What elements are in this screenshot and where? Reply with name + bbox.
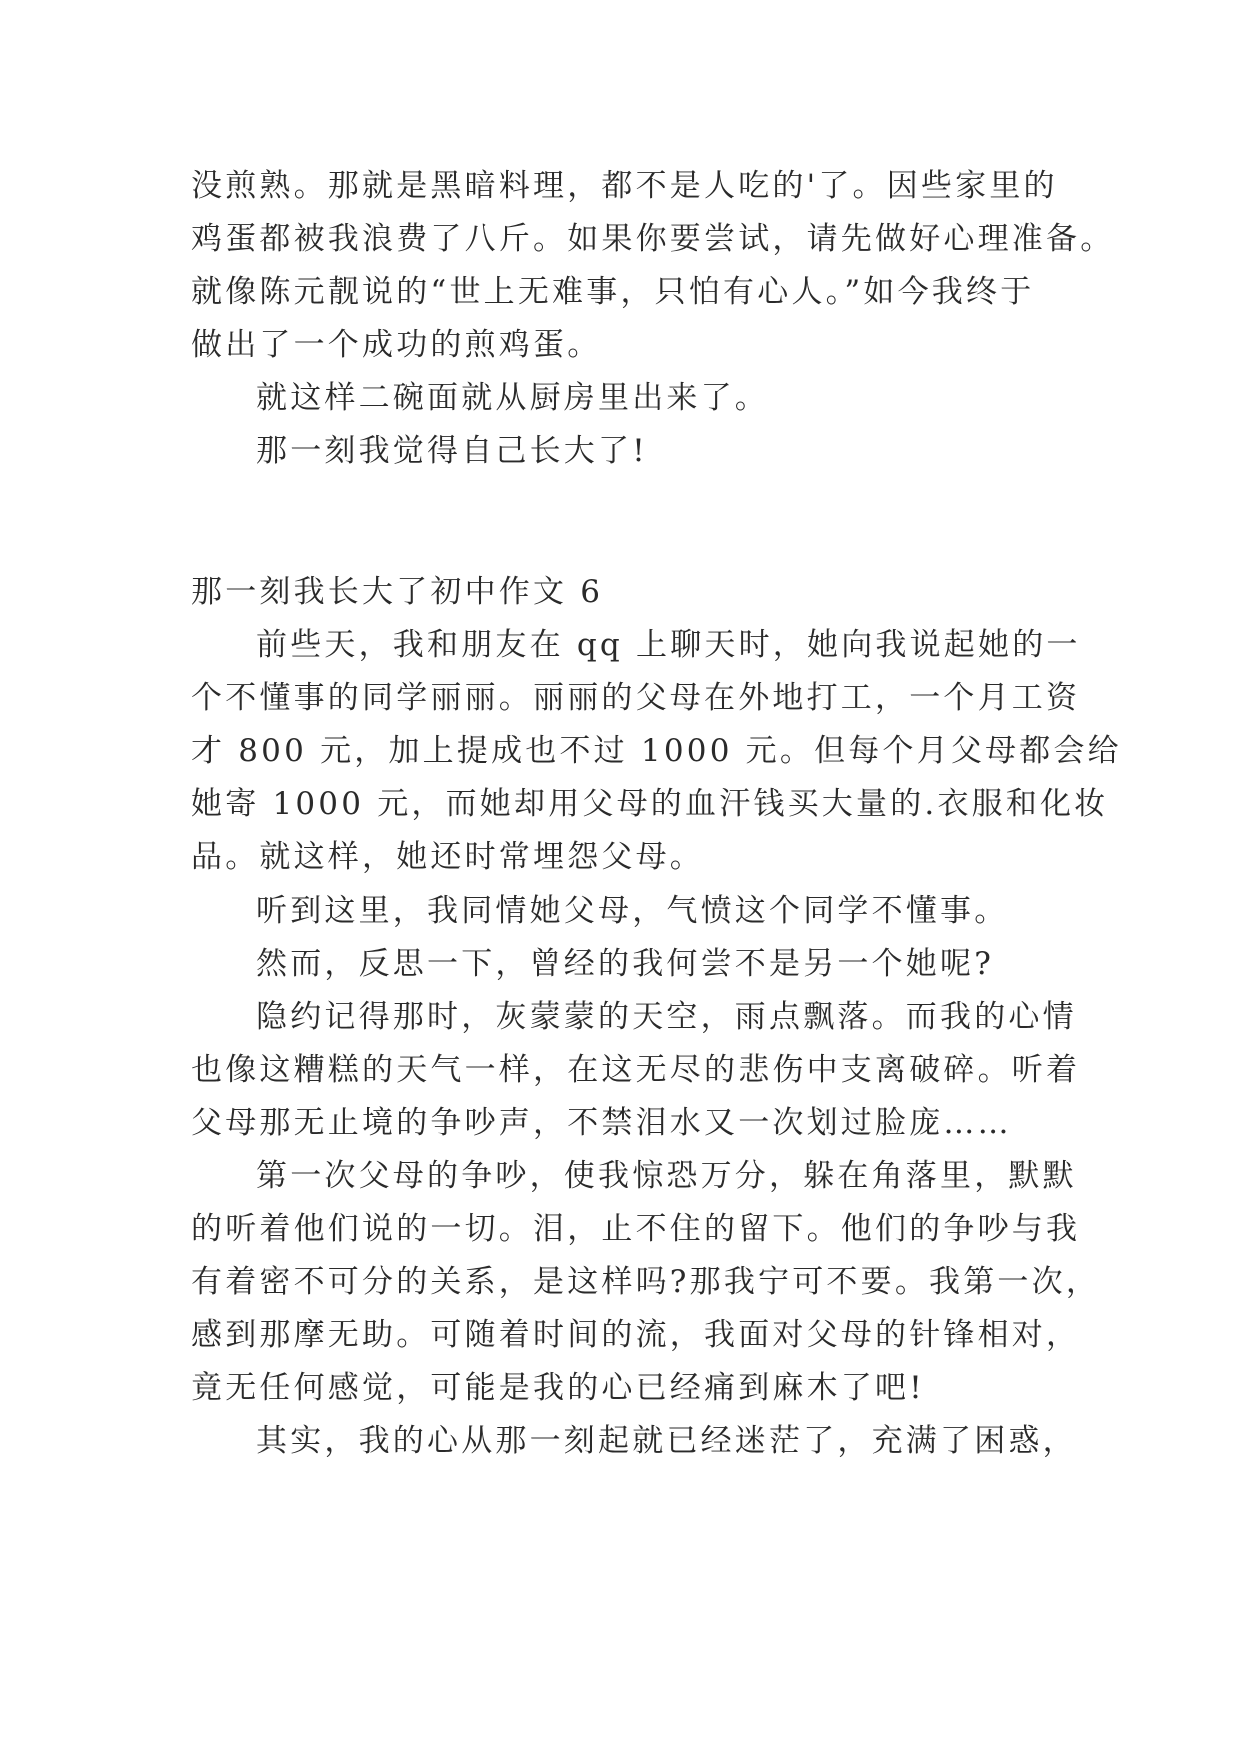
text-line: 个不懂事的同学丽丽。丽丽的父母在外地打工，一个月工资 xyxy=(191,680,1081,716)
paragraph-line: 就这样二碗面就从厨房里出来了。 xyxy=(256,380,769,416)
paragraph-line: 隐约记得那时，灰蒙蒙的天空，雨点飘落。而我的心情 xyxy=(256,999,1077,1035)
text-line: 竟无任何感觉，可能是我的心已经痛到麻木了吧! xyxy=(191,1370,925,1406)
text-line: 品。就这样，她还时常埋怨父母。 xyxy=(191,839,704,875)
text-line: 父母那无止境的争吵声，不禁泪水又一次划过脸庞…… xyxy=(191,1105,1012,1141)
text-line: 的听着他们说的一切。泪，止不住的留下。他们的争吵与我 xyxy=(191,1211,1081,1247)
paragraph-line: 然而，反思一下，曾经的我何尝不是另一个她呢? xyxy=(256,946,995,982)
paragraph-line: 听到这里，我同情她父母，气愤这个同学不懂事。 xyxy=(256,893,1009,929)
paragraph-line: 前些天，我和朋友在 qq 上聊天时，她向我说起她的一 xyxy=(256,627,1081,663)
paragraph-line: 第一次父母的争吵，使我惊恐万分，躲在角落里，默默 xyxy=(256,1158,1077,1194)
essay-title: 那一刻我长大了初中作文 6 xyxy=(191,574,604,610)
text-line: 就像陈元靓说的“世上无难事，只怕有心人。”如今我终于 xyxy=(191,274,1035,310)
paragraph-line: 那一刻我觉得自己长大了! xyxy=(256,433,648,469)
text-line: 鸡蛋都被我浪费了八斤。如果你要尝试，请先做好心理准备。 xyxy=(191,221,1115,257)
text-line: 没煎熟。那就是黑暗料理，都不是人吃的'了。因些家里的 xyxy=(191,168,1058,204)
text-line: 也像这糟糕的天气一样，在这无尽的悲伤中支离破碎。听着 xyxy=(191,1052,1081,1088)
text-line: 有着密不可分的关系，是这样吗?那我宁可不要。我第一次， xyxy=(191,1264,1101,1300)
paragraph-line: 其实，我的心从那一刻起就已经迷茫了，充满了困惑， xyxy=(256,1423,1077,1459)
text-line: 做出了一个成功的煎鸡蛋。 xyxy=(191,327,602,363)
text-line: 感到那摩无助。可随着时间的流，我面对父母的针锋相对， xyxy=(191,1317,1081,1353)
text-line: 才 800 元，加上提成也不过 1000 元。但每个月父母都会给 xyxy=(191,733,1122,769)
text-line: 她寄 1000 元，而她却用父母的血汗钱买大量的.衣服和化妆 xyxy=(191,786,1109,822)
